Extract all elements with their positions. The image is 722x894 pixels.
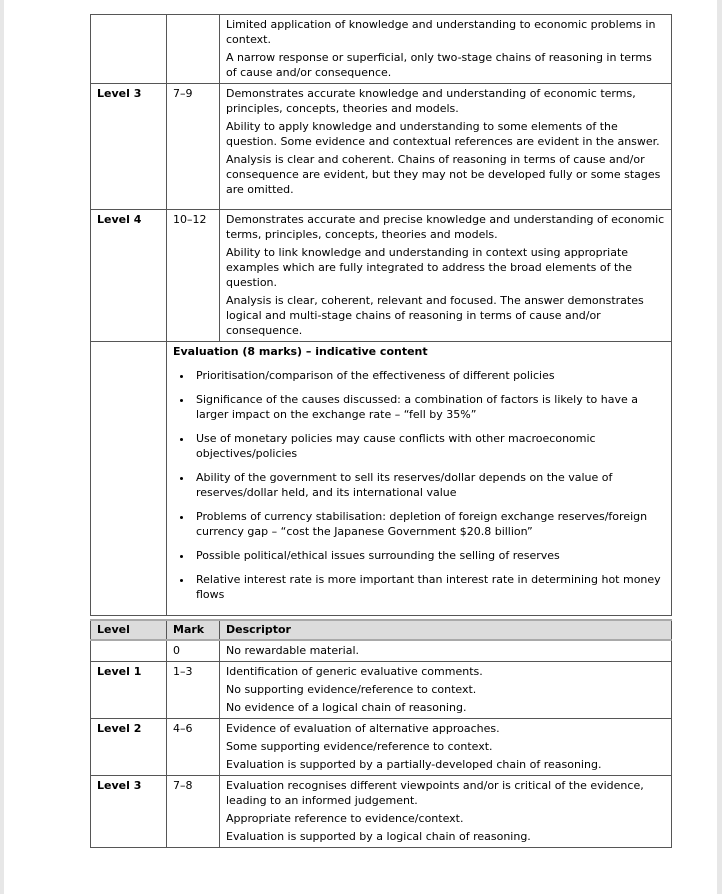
column-header-descriptor: Descriptor (220, 620, 672, 640)
descriptor-paragraph: Ability to apply knowledge and understanding to some elements of the question. Some evidence and contextual references are evident in the answer. (226, 120, 660, 148)
descriptor-cell (220, 719, 672, 776)
evaluation-levels-table (90, 619, 672, 848)
evaluation-row (91, 342, 672, 616)
mark-cell: 4–6 (167, 719, 220, 776)
level-cell: Level 3 (91, 776, 167, 848)
descriptor-paragraph: Evaluation recognises different viewpoints and/or is critical of the evidence, leading to an informed judgement. (226, 779, 644, 807)
column-header-mark: Mark (167, 620, 220, 640)
document-page (4, 0, 717, 894)
evaluation-bullet: • Relative interest rate is more important than interest rate in determining hot money flows (193, 572, 665, 602)
evaluation-bullet: • Ability of the government to sell its reserves/dollar depends on the value of reserves/dollar held, and its international value (193, 470, 665, 500)
mark-cell (167, 15, 220, 84)
evaluation-bullet-list (173, 368, 665, 602)
descriptor-paragraph: Analysis is clear and coherent. Chains of reasoning in terms of cause and/or consequence are evident, but they may not be developed fully or some stages are omitted. (226, 153, 661, 196)
descriptor-cell (220, 776, 672, 848)
descriptor-cell (220, 15, 672, 84)
level-cell (91, 15, 167, 84)
descriptor-paragraph: Demonstrates accurate knowledge and understanding of economic terms, principles, concepts, theories and models. (226, 87, 636, 115)
header-row (91, 620, 672, 640)
descriptor-paragraph: Evidence of evaluation of alternative approaches. (226, 722, 500, 735)
table-row (91, 776, 672, 848)
table-row (91, 84, 672, 210)
mark-cell: 10–12 (167, 210, 220, 342)
evaluation-bullet: • Significance of the causes discussed: a combination of factors is likely to have a larger impact on the exchange rate – “fell by 35%” (193, 392, 665, 422)
descriptor-paragraph: No evidence of a logical chain of reasoning. (226, 701, 467, 714)
level-cell: Level 2 (91, 719, 167, 776)
descriptor-paragraph: Some supporting evidence/reference to context. (226, 740, 493, 753)
level-cell: Level 4 (91, 210, 167, 342)
evaluation-content-cell (167, 342, 672, 616)
descriptor-paragraph: No rewardable material. (226, 644, 360, 657)
mark-cell: 1–3 (167, 662, 220, 719)
evaluation-heading: Evaluation (8 marks) – indicative content (173, 345, 428, 358)
descriptor-paragraph: Evaluation is supported by a logical chain of reasoning. (226, 830, 531, 843)
descriptor-paragraph: Demonstrates accurate and precise knowledge and understanding of economic terms, principles, concepts, theories and models. (226, 213, 665, 241)
evaluation-bullet: • Use of monetary policies may cause conflicts with other macroeconomic objectives/policies (193, 431, 665, 461)
table-row (91, 640, 672, 662)
descriptor-paragraph: Appropriate reference to evidence/context. (226, 812, 464, 825)
descriptor-cell (220, 640, 672, 662)
descriptor-paragraph: A narrow response or superficial, only two-stage chains of reasoning in terms of cause and/or consequence. (226, 51, 652, 79)
column-header-level: Level (91, 620, 167, 640)
descriptor-cell (220, 84, 672, 210)
table-row (91, 15, 672, 84)
knowledge-levels-table (90, 14, 672, 616)
table-row (91, 662, 672, 719)
table-row (91, 210, 672, 342)
evaluation-bullet: • Prioritisation/comparison of the effectiveness of different policies (193, 368, 665, 383)
level-cell: Level 3 (91, 84, 167, 210)
table-row (91, 719, 672, 776)
descriptor-cell (220, 662, 672, 719)
descriptor-paragraph: Identification of generic evaluative comments. (226, 665, 483, 678)
level-cell: Level 1 (91, 662, 167, 719)
level-cell (91, 342, 167, 616)
descriptor-cell (220, 210, 672, 342)
descriptor-paragraph: No supporting evidence/reference to context. (226, 683, 477, 696)
mark-cell: 7–8 (167, 776, 220, 848)
descriptor-paragraph: Limited application of knowledge and understanding to economic problems in context. (226, 18, 656, 46)
level-cell (91, 640, 167, 662)
mark-cell: 7–9 (167, 84, 220, 210)
mark-scheme-content (90, 14, 671, 848)
descriptor-paragraph: Evaluation is supported by a partially-developed chain of reasoning. (226, 758, 602, 771)
descriptor-paragraph: Ability to link knowledge and understanding in context using appropriate examples which are fully integrated to address the broad elements of the question. (226, 246, 633, 289)
descriptor-paragraph: Analysis is clear, coherent, relevant and focused. The answer demonstrates logical and multi-stage chains of reasoning in terms of cause and/or consequence. (226, 294, 644, 337)
evaluation-bullet: • Problems of currency stabilisation: depletion of foreign exchange reserves/foreign currency gap – “cost the Japanese Government $20.8 billion” (193, 509, 665, 539)
mark-cell: 0 (167, 640, 220, 662)
evaluation-bullet: • Possible political/ethical issues surrounding the selling of reserves (193, 548, 665, 563)
